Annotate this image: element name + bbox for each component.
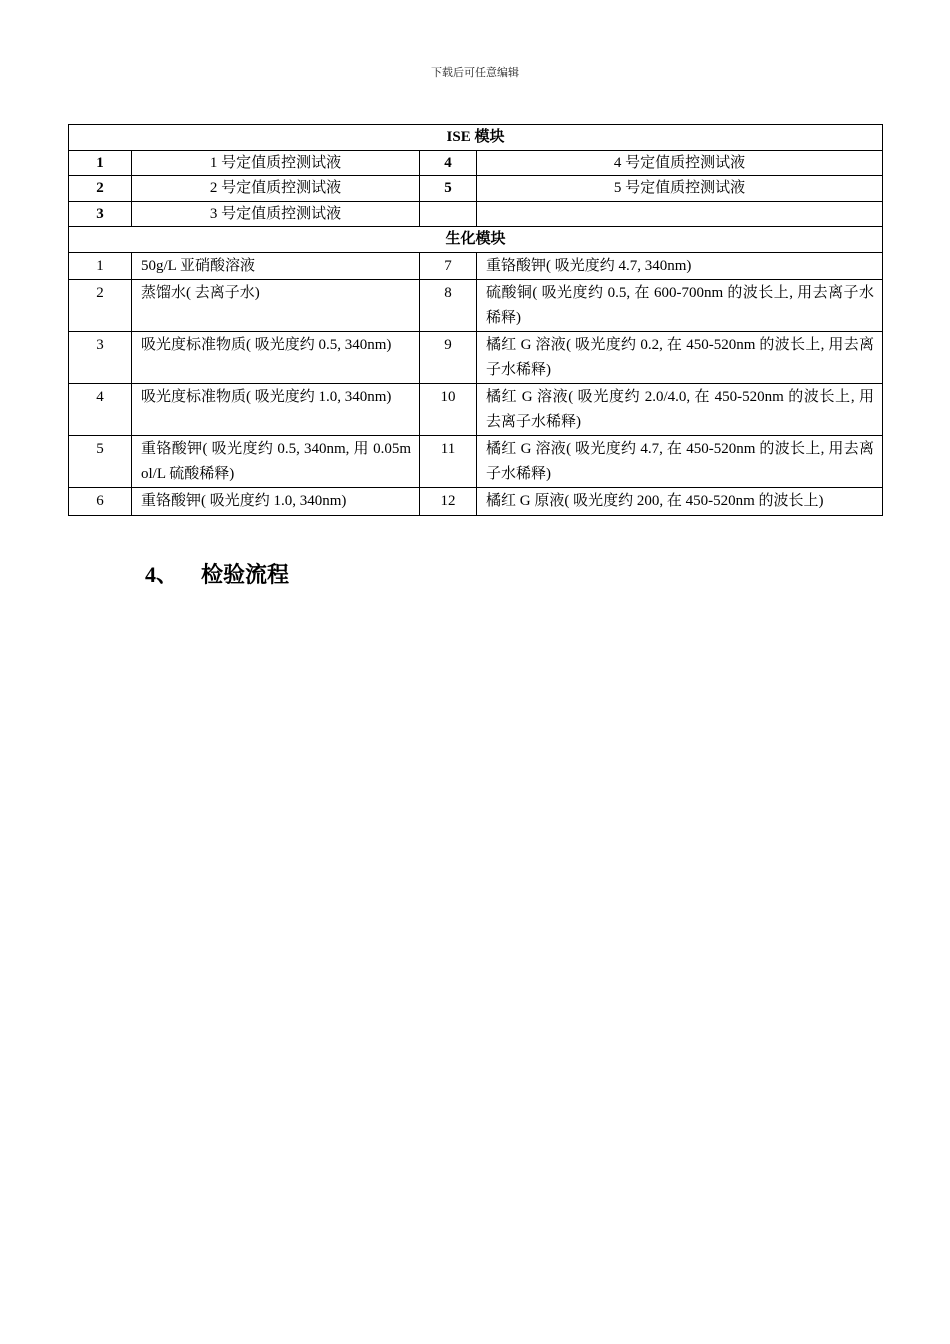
table-row — [69, 280, 883, 332]
item-number-empty — [420, 201, 477, 227]
item-name: 橘红 G 溶液( 吸光度约 2.0/4.0, 在 450-520nm 的波长上, 用去离子水稀释) — [477, 384, 883, 436]
item-number: 4 — [69, 384, 132, 436]
table-row — [69, 488, 883, 516]
item-name-empty — [477, 201, 883, 227]
item-name: 重铬酸钾( 吸光度约 4.7, 340nm) — [477, 252, 883, 280]
table-row — [69, 176, 883, 202]
item-number: 5 — [420, 176, 477, 202]
item-number: 2 — [69, 176, 132, 202]
item-name: 3 号定值质控测试液 — [132, 201, 420, 227]
item-name: 4 号定值质控测试液 — [477, 150, 883, 176]
bio-section-row — [69, 227, 883, 253]
section-heading — [145, 561, 289, 589]
bio-section-title: 生化模块 — [69, 227, 883, 253]
item-number: 5 — [69, 436, 132, 488]
table-row — [69, 384, 883, 436]
item-name: 重铬酸钾( 吸光度约 0.5, 340nm, 用 0.05mol/L 硫酸稀释) — [132, 436, 420, 488]
item-name: 吸光度标准物质( 吸光度约 0.5, 340nm) — [132, 332, 420, 384]
table-row — [69, 201, 883, 227]
item-number: 9 — [420, 332, 477, 384]
item-name: 2 号定值质控测试液 — [132, 176, 420, 202]
item-name: 吸光度标准物质( 吸光度约 1.0, 340nm) — [132, 384, 420, 436]
item-name: 橘红 G 溶液( 吸光度约 0.2, 在 450-520nm 的波长上, 用去离子水稀释) — [477, 332, 883, 384]
table-row — [69, 436, 883, 488]
item-name: 重铬酸钾( 吸光度约 1.0, 340nm) — [132, 488, 420, 516]
item-name: 50g/L 亚硝酸溶液 — [132, 252, 420, 280]
item-number: 8 — [420, 280, 477, 332]
table-row — [69, 150, 883, 176]
item-number: 1 — [69, 252, 132, 280]
item-number: 2 — [69, 280, 132, 332]
item-name: 蒸馏水( 去离子水) — [132, 280, 420, 332]
ise-section-row — [69, 125, 883, 151]
item-number: 3 — [69, 201, 132, 227]
item-number: 6 — [69, 488, 132, 516]
table-row — [69, 332, 883, 384]
item-number: 12 — [420, 488, 477, 516]
item-name: 5 号定值质控测试液 — [477, 176, 883, 202]
table-row — [69, 252, 883, 280]
item-number: 7 — [420, 252, 477, 280]
item-name: 1 号定值质控测试液 — [132, 150, 420, 176]
item-number: 4 — [420, 150, 477, 176]
item-name: 硫酸铜( 吸光度约 0.5, 在 600-700nm 的波长上, 用去离子水稀释) — [477, 280, 883, 332]
item-number: 3 — [69, 332, 132, 384]
section-title: 检验流程 — [201, 562, 290, 587]
section-number: 4、 — [145, 562, 179, 587]
item-number: 11 — [420, 436, 477, 488]
item-number: 1 — [69, 150, 132, 176]
item-number: 10 — [420, 384, 477, 436]
item-name: 橘红 G 原液( 吸光度约 200, 在 450-520nm 的波长上) — [477, 488, 883, 516]
item-name: 橘红 G 溶液( 吸光度约 4.7, 在 450-520nm 的波长上, 用去离子水稀释) — [477, 436, 883, 488]
reagent-table — [68, 124, 883, 516]
page-header: 下载后可任意编辑 — [431, 67, 519, 79]
ise-section-title: ISE 模块 — [69, 125, 883, 151]
